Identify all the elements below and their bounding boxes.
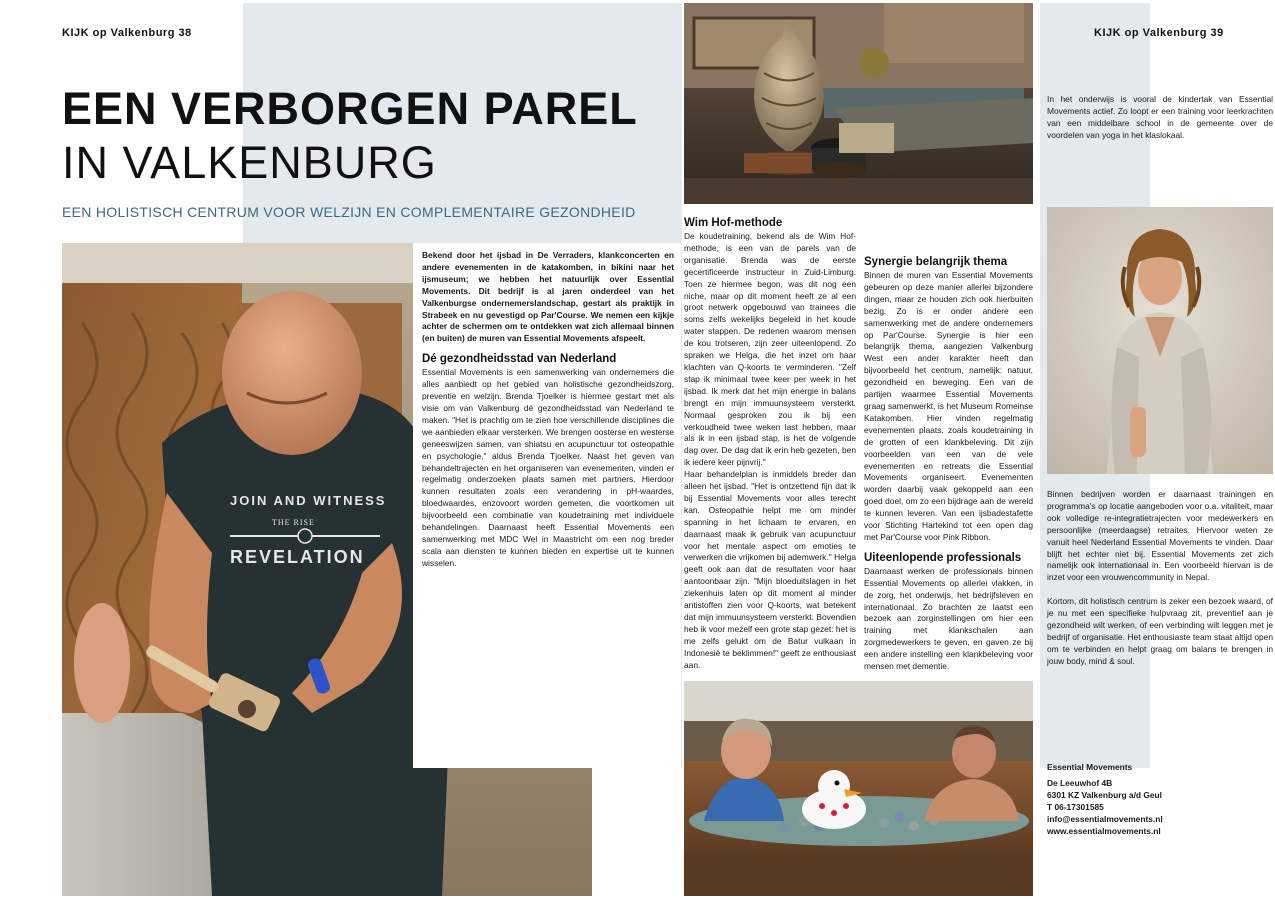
left-page-folio: KIJK op Valkenburg 38 [62,27,192,39]
ice-bath-photo [684,681,1033,896]
section-body-wim-hof: De koudetraining, bekend als de Wim Hof-methode, is een van de parels van de organisatie. Brenda was de eerste gecertificeerde instructeur in Zuid-Limburg. Toen ze hiermee begon, was dit nog een niche, maar op dit moment heeft ze al een groot netwerk opgebouwd van trainees die soms zelfs wekelijks begeleid in het koude water stappen. De redenen waarom mensen de kou trotseren, zijn zeer uiteenlopend. Zo spraken we Helga, die het inzet om haar klachten van Q-koorts te verminderen. "Zelf stap ik minimaal twee keer per week in het ijsbad. Ik merk dat het mijn energie in balans brengt en mijn immuunsysteem versterkt. Normaal gesproken zou ik bij een verkoudheid twee weken last hebben, maar als ik in een ijsbad stap, is het de volgende dag over. De dag dat ik erin heb gezeten, ben ik iedere keer pijnvrij." [684,231,856,468]
column-2 [684,217,856,672]
brenda-portrait-photo [1047,207,1273,474]
interior-photo [684,3,1033,204]
contact-name: Essential Movements [1047,762,1133,772]
shirt-print-line3: REVELATION [230,547,365,567]
section-heading-synergie: Synergie belangrijk thema [864,256,1008,268]
section-heading-wim-hof: Wim Hof-methode [684,217,783,229]
section-body-professionals: Daarnaast werken de professionals binnen Essential Movements op allerlei vlakken, in de zorg, het onderwijs, het bedrijfsleven en internationaal. Zo brachten ze laatst een bezoek aan zorginstellingen om hier een training met klankschalen aan zorgmedewerkers te geven, en gaven ze bij een andere instelling een klankbeleving voor mensen met dementie. [864,565,1033,672]
contact-email[interactable]: info@essentialmovements.nl [1047,813,1163,824]
section-body-wim-hof-continued: Haar behandelplan is inmiddels breder dan alleen het ijsbad. "Het is ontzettend fijn dat ik bij Essential Movements voor alles terecht kan. Osteopathie helpt me om minder spanning in het lichaam te ervaren, en daarnaast maak ik gebruik van acupunctuur voor het mentale aspect om emoties te verwerken die vrijkomen bij ademwerk." Helga geeft ook aan dat de resultaten voor haar aantoonbaar zijn. "Mijn bloeduitslagen in het ziekenhuis laten op dit moment al minder antistoffen zien voor Q-koorts, wat betekent dat mijn immuunsysteem versterkt. Bovendien heb ik voor mezelf een grote stap gezet: het is me zelfs gelukt om de Batur vulkaan in Indonesië te beklimmen!" geeft ze enthousiast aan. [684,469,856,670]
contact-city: 6301 KZ Valkenburg a/d Geul [1047,789,1162,800]
section-heading-gezondheidsstad: Dé gezondheidsstad van Nederland [422,353,617,366]
closing-paragraph: Kortom, dit holistisch centrum is zeker een bezoek waard, of je nu met een specifieke hulpvraag zit, preventief aan je gezondheid wilt werken, of een verbinding wilt leggen met je bedrijf of organisatie. Het enthousiaste team staat altijd open om te verbinden en helpt graag om balans te brengen in jouw body, mind & soul. [1047,596,1273,666]
shirt-print-line1: JOIN AND WITNESS [230,493,387,508]
section-body-bedrijven: Binnen bedrijven worden er daarnaast trainingen en programma's op locatie aangeboden voor o.a. vitaliteit, maar ook volledige re-integratietrajecten voor medewerkers en persoonlijke (meerdaagse) retraites. Hiervoor weten ze vanuit heel Nederland Essential Movements te vinden. Daar blijft het echter niet bij. Essential Movements zet zich namelijk ook internationaal in. Een voorbeeld hiervan is de inzet voor een vrouwencommunity in Nepal. [1047,489,1273,583]
right-page-folio: KIJK op Valkenburg 39 [1094,27,1224,39]
column-4-top [1047,94,1273,142]
article-subtitle: EEN HOLISTISCH CENTRUM VOOR WELZIJN EN COMPLEMENTAIRE GEZONDHEID [62,204,636,220]
column-4-bottom [1047,489,1273,668]
column-1 [422,250,674,570]
contact-block [1047,762,1163,837]
section-body-onderwijs: In het onderwijs is vooral de kindertak van Essential Movements actief. Zo loopt er een training voor leerkrachten van een middelbare school in de gemeente over de voordelen van yoga in het klaslokaal. [1047,94,1273,140]
article-title-line2: IN VALKENBURG [62,137,437,188]
section-body-synergie: Binnen de muren van Essential Movements gebeuren op deze manier allerlei bijzondere dingen, maar ze houden zich ook hierbuiten bezig. Zo is er onder andere een samenwerking met de andere ondernemers op Par'Course. Synergie is hier een belangrijk thema, aangezien Valkenburg West een ander karakter heeft dan bijvoorbeeld het centrum, namelijk: natuur, gezondheid en beweging. Een van de partijen waarmee Essential Movements graag samenwerkt, is het Museum Romeinse Katakomben. Hier vinden regelmatig evenementen plaats, zoals koudetraining in de grotten of een klankbeleving. Dit zijn voorbeelden van een van de vele evenementen en retreats die Essential Movements organiseert. Evenementen worden daarbij vaak gekoppeld aan een goed doel, om zo een bijdrage aan de wereld te kunnen leveren. Van een ijsbadestafette voor Stichting Hartekind tot een open dag met Par'Course voor Pink Ribbon. [864,270,1033,542]
section-body-gezondheidsstad: Essential Movements is een samenwerking van ondernemers die alles aanbiedt op het gebied van holistische gezondheidszorg, preventie en welzijn. Brenda Tjoelker is hiermee gestart met als visie om van Valkenburg dé gezondheidsstad van Nederland te maken. "Het is prachtig om te zien hoe verschillende disciplines die we aanbieden elkaar versterken. We brengen oosterse en westerse geneeswijzen samen, van shiatsu en acupunctuur tot osteopathie en psychologie," aldus Brenda Tjoelker. Naast het geven van behandeltrajecten en het organiseren van evenementen, vinden er regelmatig onderzoeken plaats samen met partners. Hierdoor kunnen resultaten zoals een verandering in pH-waardes, bloedwaardes, enzovoort worden gemeten, die voortkomen uit bijvoorbeeld een combinatie van koudetraining met individuele behandelingen. Daarnaast heeft Essential Movements een samenwerking met MDC Wel in Maastricht om een nog breder scala aan diensten te kunnen bieden en expertise uit te kunnen wisselen. [422,367,674,568]
section-heading-professionals: Uiteenlopende professionals [864,551,1022,564]
article-intro: Bekend door het ijsbad in De Verraders, klankconcerten en andere evenementen in de katakomben, in bikini naar het ijsmuseum; we hebben het natuurlijk over Essential Movements. Dit bedrijf is al jaren onderdeel van het Valkenburgse ondernemerslandschap, gestart als praktijk in Strabeek en nu gevestigd op Par'Course. We nemen een kijkje achter de schermen om te ontdekken wat zich allemaal binnen (en buiten) de muren van Essential Movements afspeelt. [422,250,674,344]
contact-phone: T 06-17301585 [1047,801,1104,812]
column-3 [864,232,1033,673]
shirt-print-line2: THE RISE [272,518,315,527]
contact-street: De Leeuwhof 4B [1047,777,1113,788]
contact-website[interactable]: www.essentialmovements.nl [1047,825,1161,836]
article-title-line1: EEN VERBORGEN PAREL [62,83,638,134]
